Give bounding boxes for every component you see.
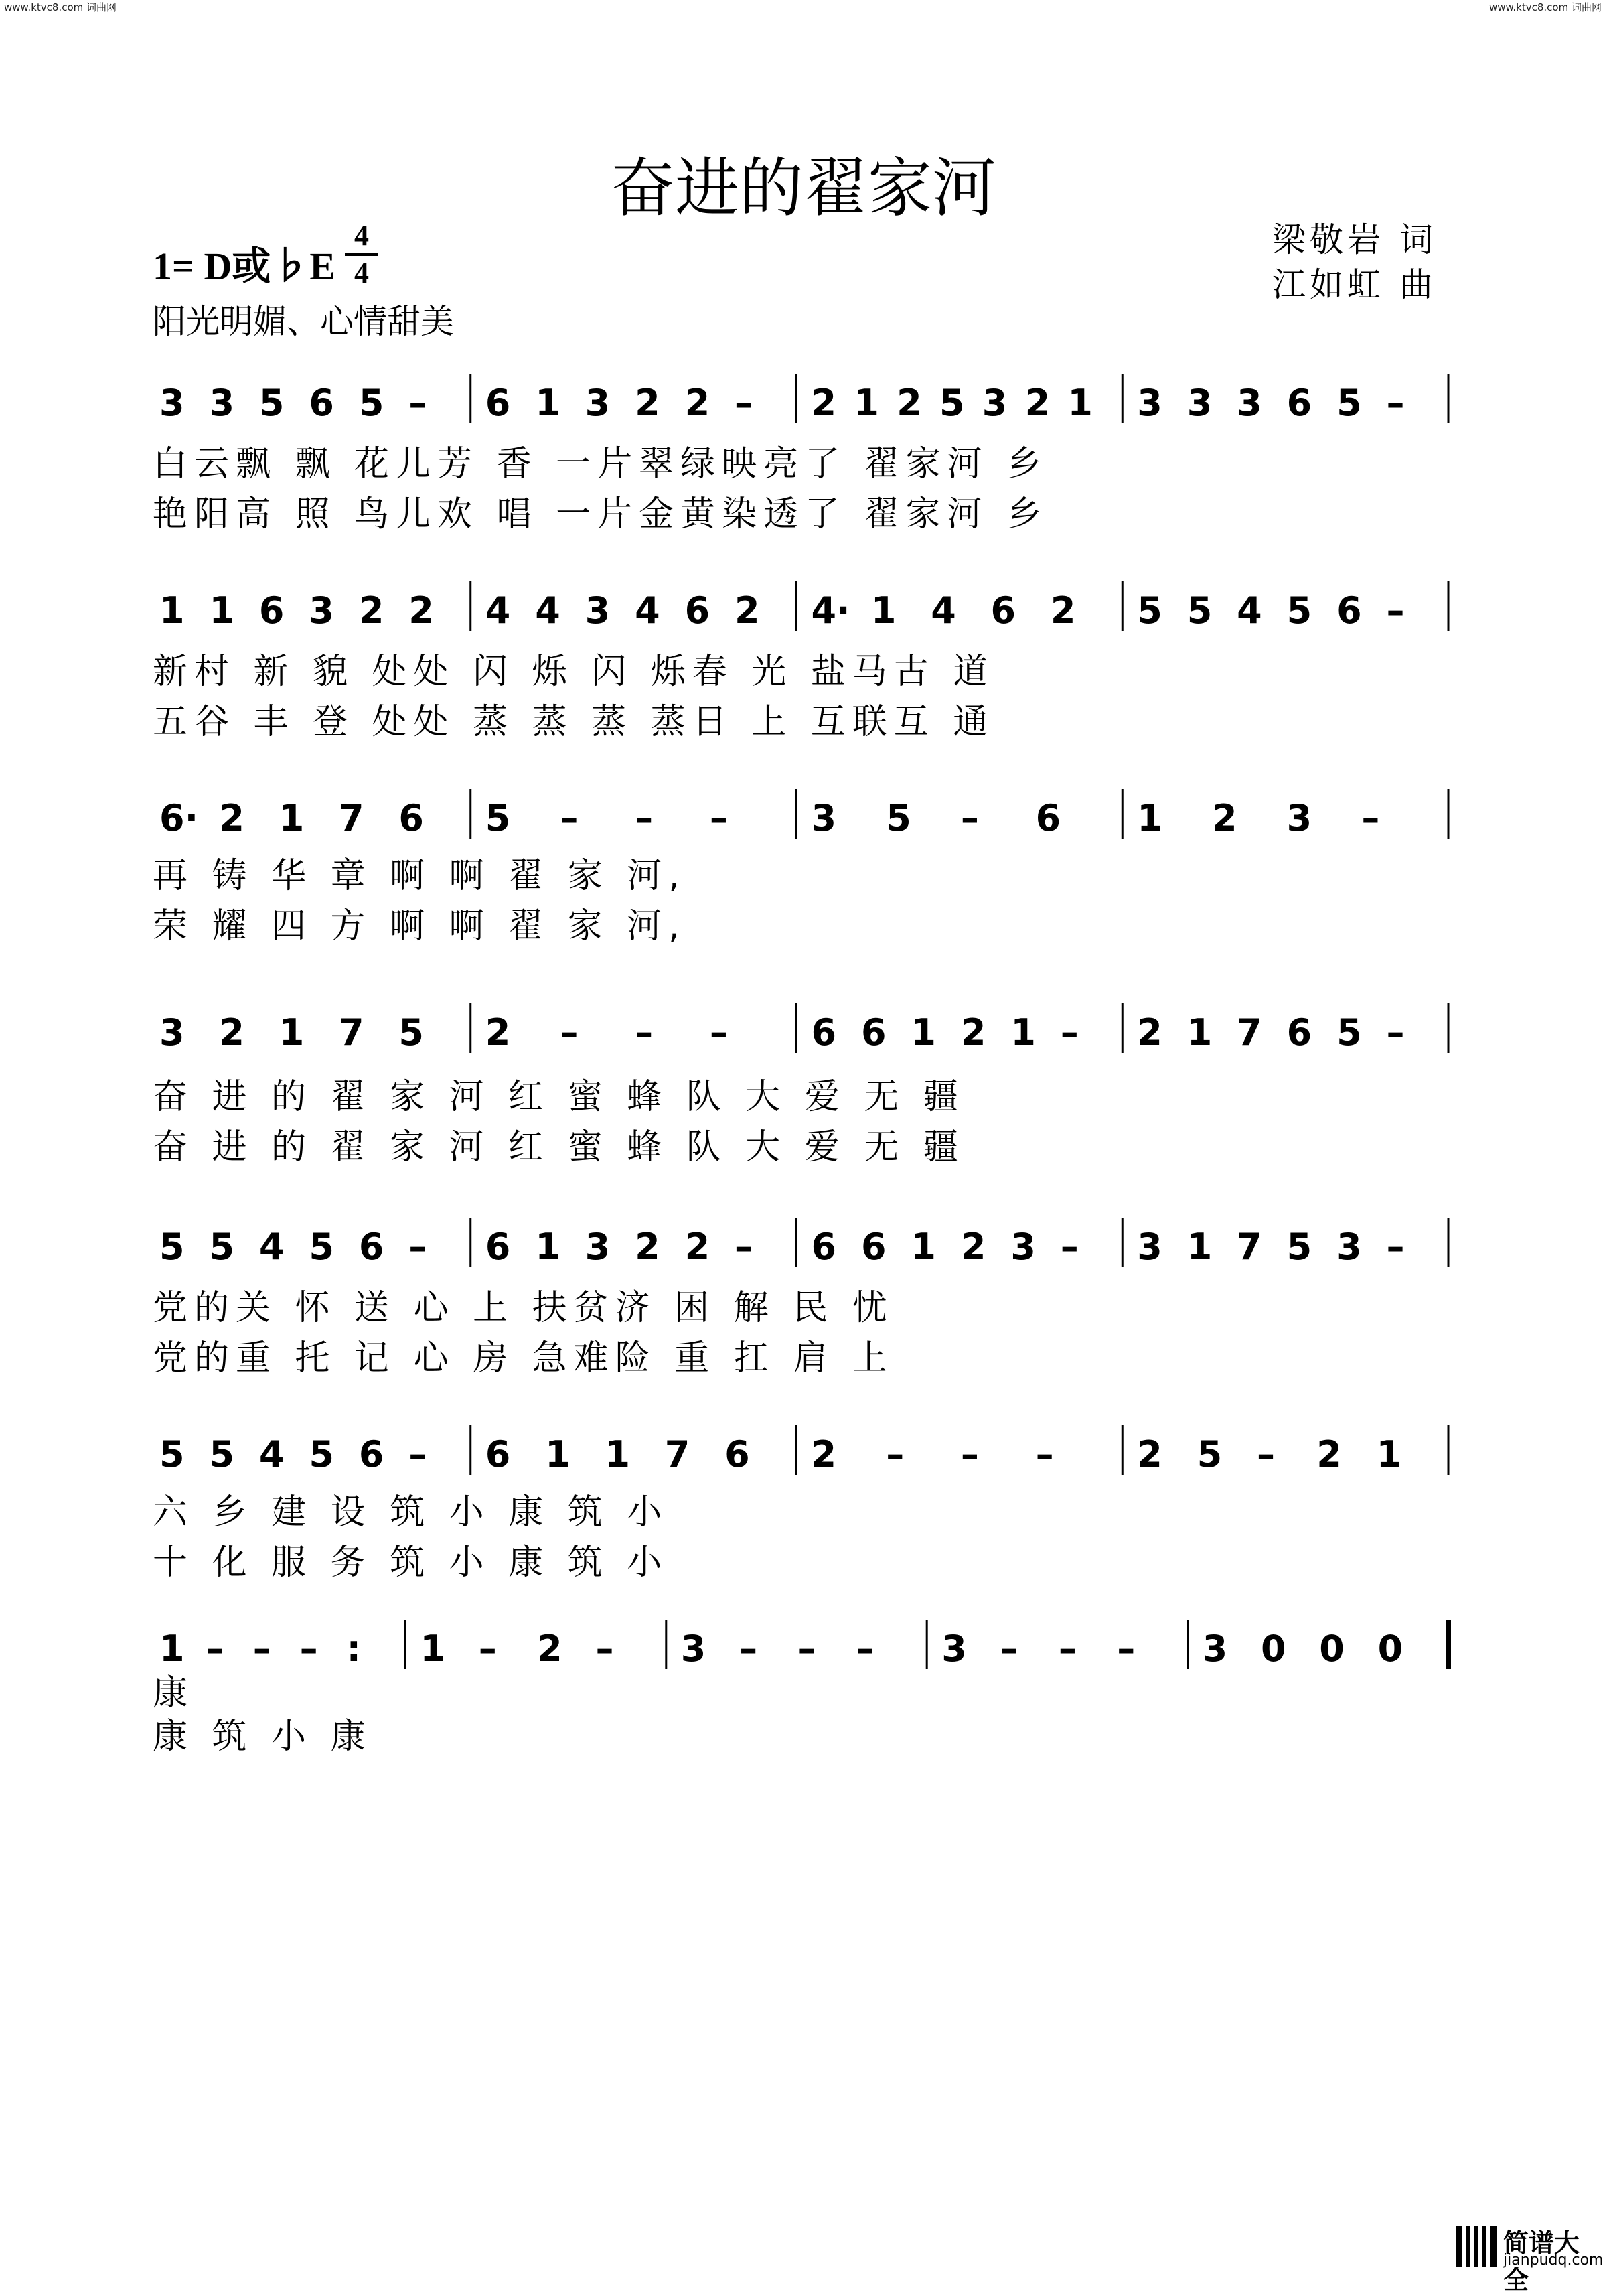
note: – [886,1433,905,1476]
lyric-line: 奋 进 的 翟 家 河 红 蜜 蜂 队 大 爱 无 疆 [153,1127,965,1167]
lyric-line: 六 乡 建 设 筑 小 康 筑 小 [153,1492,669,1532]
note: 6 [724,1433,750,1476]
note: 5 [159,1433,185,1476]
note: 2 [735,589,760,632]
time-signature-bottom: 4 [354,257,369,289]
note: 6 [684,589,710,632]
note: – [1256,1433,1275,1476]
note: 5 [1137,589,1162,632]
note: – [735,382,753,424]
watermark-url: jianpudq.com [1503,2252,1604,2269]
note: 4 [535,589,560,632]
note: – [1386,1226,1405,1268]
note: 2 [537,1628,562,1670]
note: 6 [358,1226,384,1268]
lyric-line: 康 [153,1673,195,1713]
note: 6 [258,589,285,632]
note: 6 [398,797,424,839]
note: 5 [209,1226,235,1268]
note: 1 [870,589,897,632]
note: 2 [811,1433,837,1476]
note: – [856,1628,874,1670]
note: – [797,1628,816,1670]
note: – [709,1011,728,1054]
note: 2 [1050,589,1076,632]
note: 2 [1137,1433,1162,1476]
note: 6· [159,797,199,839]
lyric-line: 党的重 托 记 心 房 急难险 重 扛 肩 上 [153,1338,894,1378]
composer-credit: 江如虹 曲 [1272,265,1437,304]
note: 6 [1286,1011,1312,1054]
lyric-line: 十 化 服 务 筑 小 康 筑 小 [153,1542,669,1583]
note: 5 [258,382,285,424]
note: 6 [1035,797,1061,839]
note: 2 [1137,1011,1162,1054]
note: – [635,1011,654,1054]
note: 5 [309,1433,334,1476]
lyricist-credit: 梁敬岩 词 [1272,220,1437,259]
note: – [408,1226,427,1268]
note: 2 [1024,382,1051,424]
note: 1 [535,1226,560,1268]
note: 1 [1067,382,1093,424]
lyric-line: 新村 新 貌 处处 闪 烁 闪 烁春 光 盐马古 道 [153,652,995,692]
note: 5 [485,797,511,839]
note: 6 [990,589,1016,632]
note: 2 [219,1011,244,1054]
note: 6 [860,1011,887,1054]
note: 2 [485,1011,511,1054]
note: 1 [605,1433,631,1476]
note: 2 [1316,1433,1342,1476]
lyric-line: 白云飘 飘 花儿芳 香 一片翠绿映亮了 翟家河 乡 [153,444,1049,484]
note: – [1386,382,1405,424]
lyric-line: 党的关 怀 送 心 上 扶贫济 困 解 民 忧 [153,1288,894,1328]
note: – [1058,1628,1077,1670]
piano-keys-icon [1456,2226,1497,2267]
note: 2 [408,589,434,632]
note: 5 [1286,589,1312,632]
note: 1 [911,1226,936,1268]
note: – [739,1628,758,1670]
time-signature-top: 4 [354,219,369,252]
note: 7 [664,1433,690,1476]
note: 4 [485,589,511,632]
note: 1 [159,1628,185,1670]
lyric-line: 再 铸 华 章 啊 啊 翟 家 河, [153,856,686,896]
note: – [960,797,979,839]
note: – [595,1628,614,1670]
note: 3 [1202,1628,1228,1670]
watermark-logo [1456,2222,1604,2295]
note: : [346,1628,362,1670]
note: 5 [209,1433,235,1476]
note: 6 [811,1011,837,1054]
note: 2 [897,382,922,424]
note: 2 [960,1226,986,1268]
note: 3 [1187,382,1213,424]
note: 6 [309,382,334,424]
note: 3 [1336,1226,1362,1268]
note: – [1386,589,1405,632]
lyric-line: 康 筑 小 康 [153,1717,372,1757]
note: – [709,797,728,839]
note: 1 [1187,1011,1213,1054]
lyric-line: 五谷 丰 登 处处 蒸 蒸 蒸 蒸日 上 互联互 通 [153,702,995,742]
note: – [960,1433,979,1476]
note: 1 [1010,1011,1036,1054]
note: 3 [1010,1226,1036,1268]
note: – [560,1011,579,1054]
note: 7 [1237,1011,1262,1054]
note: 7 [339,1011,364,1054]
note: 1 [209,589,235,632]
note: 4 [635,589,660,632]
note: 6 [811,1226,837,1268]
note: – [1060,1226,1079,1268]
note: – [408,382,427,424]
note: 2 [219,797,244,839]
key-signature: 1= D或♭E [153,244,336,288]
note: 5 [309,1226,334,1268]
note: 6 [358,1433,384,1476]
note: 2 [960,1011,986,1054]
note: 3 [941,1628,967,1670]
note: 5 [398,1011,424,1054]
note: 6 [485,382,511,424]
note: 1 [535,382,560,424]
note: 3 [585,1226,611,1268]
note: 6 [485,1226,511,1268]
note: 0 [1377,1628,1403,1670]
note: 3 [585,589,611,632]
note: 6 [1336,589,1362,632]
note: 3 [585,382,611,424]
note: 5 [358,382,384,424]
note: 1 [1376,1433,1402,1476]
note: 1 [279,797,305,839]
note: – [1035,1433,1054,1476]
note: – [252,1628,271,1670]
note: – [1060,1011,1079,1054]
lyric-line: 荣 耀 四 方 啊 啊 翟 家 河, [153,906,686,946]
note: 1 [1137,797,1162,839]
note: 4 [258,1433,285,1476]
note: – [206,1628,224,1670]
note: 2 [635,1226,660,1268]
note: – [1386,1011,1405,1054]
note: 5 [1336,1011,1362,1054]
note: 3 [209,382,235,424]
note: 3 [309,589,334,632]
note: 5 [939,382,965,424]
note: 7 [339,797,364,839]
lyric-line: 艳阳高 照 鸟儿欢 唱 一片金黄染透了 翟家河 乡 [153,494,1049,534]
note: 2 [811,382,837,424]
mood-marking: 阳光明媚、心情甜美 [153,302,454,341]
note: 1 [420,1628,445,1670]
note: 5 [159,1226,185,1268]
note: 4 [1237,589,1262,632]
note: 4 [258,1226,285,1268]
note: 4· [811,589,850,632]
note: 2 [358,589,384,632]
note: 3 [811,797,837,839]
header-right-text: www.ktvc8.com 词曲网 [1488,1,1602,13]
note: – [478,1628,497,1670]
note: 3 [1237,382,1262,424]
note: – [1117,1628,1136,1670]
note: 6 [485,1433,511,1476]
note: 0 [1319,1628,1345,1670]
song-title: 奋进的翟家河 [611,151,996,226]
note: 3 [1286,797,1312,839]
note: 2 [635,382,660,424]
note: 1 [279,1011,305,1054]
note: 6 [860,1226,887,1268]
note: 6 [1286,382,1312,424]
note: – [1000,1628,1018,1670]
lyric-line: 奋 进 的 翟 家 河 红 蜜 蜂 队 大 爱 无 疆 [153,1077,965,1117]
note: 2 [1211,797,1237,839]
note: 5 [1336,382,1362,424]
note: 5 [1187,589,1213,632]
note: 1 [911,1011,936,1054]
note: 3 [680,1628,706,1670]
note: – [299,1628,318,1670]
header-left-text: www.ktvc8.com 词曲网 [4,1,117,13]
note: 1 [1187,1226,1213,1268]
note: 1 [159,589,185,632]
note: – [560,797,579,839]
note: – [635,797,654,839]
note: 5 [886,797,911,839]
note: 3 [1137,1226,1162,1268]
note: 2 [684,382,710,424]
note: 1 [854,382,879,424]
note: 3 [1137,382,1162,424]
note: 3 [982,382,1008,424]
note: 2 [684,1226,710,1268]
watermark-title: 简谱大全 [1503,2228,1580,2295]
note: 1 [545,1433,570,1476]
note: 3 [159,1011,185,1054]
note: 7 [1237,1226,1262,1268]
note: – [735,1226,753,1268]
note: – [1361,797,1380,839]
note: 5 [1197,1433,1223,1476]
note: 3 [159,382,185,424]
note: 0 [1260,1628,1286,1670]
note: – [408,1433,427,1476]
note: 5 [1286,1226,1312,1268]
note: 4 [931,589,956,632]
